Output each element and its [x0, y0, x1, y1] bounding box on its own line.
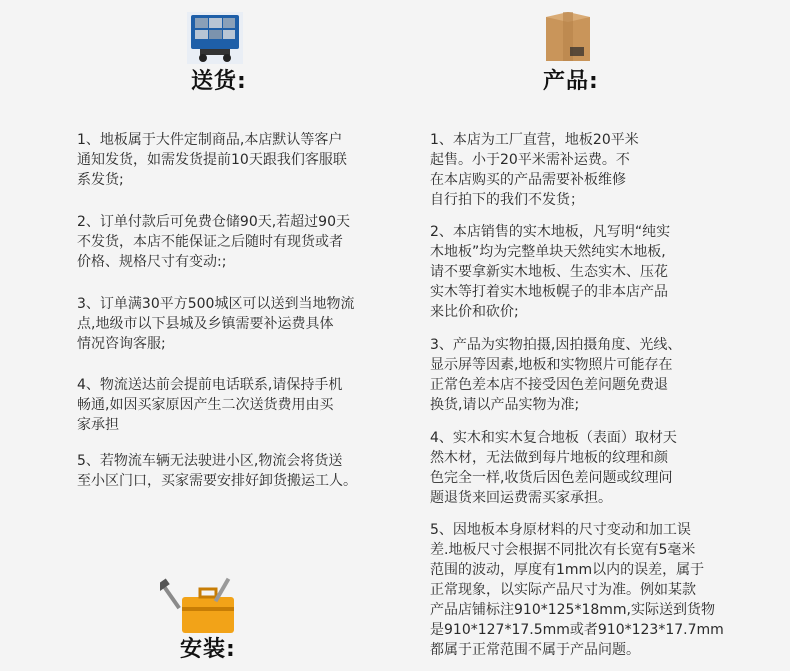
delivery-paragraph-2: 2、订单付款后可免费仓储90天,若超过90天 不发货，本店不能保证之后随时有现货或者 价格、规格尺寸有变动:; [77, 214, 350, 270]
delivery-paragraph-4: 4、物流送达前会提前电话联系,请保持手机 畅通,如因买家原因产生二次送货费用由买 家承担 [77, 377, 343, 433]
delivery-paragraph-3: 3、订单满30平方500城区可以送到当地物流 点,地级市以下县城及乡镇需要补运费具体 情况咨询客服; [77, 296, 355, 352]
delivery-paragraph-5: 5、若物流车辆无法驶进小区,物流会将货送 至小区门口，买家需要安排好卸货搬运工人。 [77, 453, 357, 489]
cardboard-box-icon [543, 12, 593, 64]
install-heading: 安装: [180, 637, 236, 662]
delivery-heading: 送货: [191, 69, 247, 94]
product-paragraph-3: 3、产品为实物拍摄,因拍摄角度、光线、 显示屏等因素,地板和实物照片可能存在 正常色差本店不接受因色差问题免费退 换货,请以产品实物为准; [430, 337, 682, 413]
product-paragraph-4: 4、实木和实木复合地板（表面）取材天 然木材，无法做到每片地板的纹理和颜 色完全一样,收货后因色差问题或纹理问 题退货来回运费需买家承担。 [430, 430, 677, 506]
product-paragraph-1: 1、本店为工厂直营，地板20平米 起售。小于20平米需补运费。不 在本店购买的产品需要补板维修 自行拍下的我们不发货； [430, 132, 639, 208]
delivery-truck-icon [187, 12, 243, 64]
product-paragraph-2: 2、本店销售的实木地板，凡写明“纯实 木地板”均为完整单块天然纯实木地板, 请不要拿新实木地板、生态实木、压花 实木等打着实木地板幌子的非本店产品 来比价和砍价; [430, 224, 671, 320]
delivery-paragraph-1: 1、地板属于大件定制商品,本店默认等客户 通知发货，如需发货提前10天跟我们客服联 系发货; [77, 132, 347, 188]
product-paragraph-5: 5、因地板本身原材料的尺寸变动和加工误 差.地板尺寸会根据不同批次有长宽有5毫米 范围的波动，厚度有1mm以内的误差，属于 正常现象，以实际产品尺寸为准。例如某款 产品店铺标注910*125*18mm,实际送到货物 是910*127*17.5mm或者910*123*17.7mm 都属于正常范围不属于产品问题。 [430, 522, 724, 658]
product-heading: 产品: [543, 69, 599, 94]
toolbox-icon [160, 575, 250, 637]
